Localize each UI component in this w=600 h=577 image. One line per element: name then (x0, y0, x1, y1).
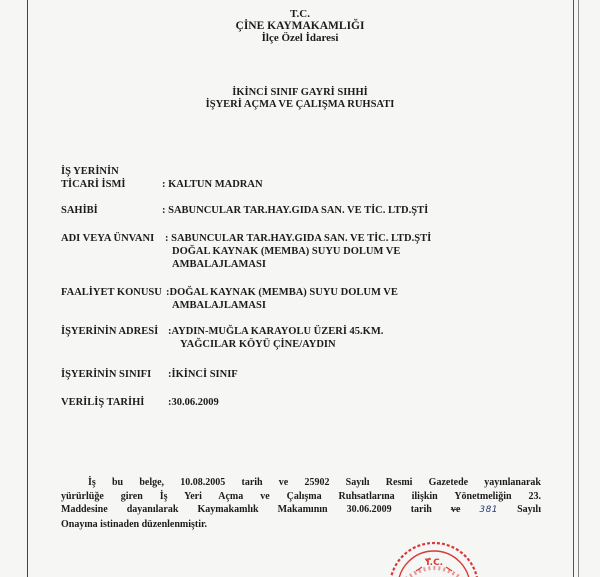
class-value: :İKİNCİ SINIF (168, 369, 238, 380)
header-line-tc: T.C. (290, 8, 310, 20)
title-line-1: İKİNCİ SINIF GAYRİ SIHHİ (232, 87, 368, 98)
header-line-idare: İlçe Özel İdaresi (261, 32, 339, 44)
address-label: İŞYERİNİN ADRESİ (61, 326, 159, 337)
trade-name-value: : KALTUN MADRAN (162, 179, 263, 190)
address-value-line-2: YAĞCILAR KÖYÜ ÇİNE/AYDIN (180, 339, 336, 350)
address-value-line-1: :AYDIN-MUĞLA KARAYOLU ÜZERİ 45.KM. (168, 326, 384, 337)
trade-name-label-line-2: TİCARİ İSMİ (61, 179, 126, 190)
class-label: İŞYERİNİN SINIFI (61, 369, 152, 380)
issue-date-value: :30.06.2009 (168, 397, 219, 408)
paragraph-line-3-text: Maddesine dayanılarak Kaymakamlık Makamının 30.06.2009 tarih (61, 504, 432, 516)
struck-word: ve (450, 504, 461, 516)
header-line-kaymakamlik: ÇİNE KAYMAKAMLIĞI (235, 20, 365, 32)
handwritten-number: 381 (479, 505, 499, 516)
owner-value: : SABUNCULAR TAR.HAY.GIDA SAN. VE TİC. LTD.ŞTİ (162, 205, 429, 216)
name-value-line-2: DOĞAL KAYNAK (MEMBA) SUYU DOLUM VE (172, 246, 401, 257)
name-label: ADI VEYA ÜNVANI (61, 233, 155, 244)
issue-date-label: VERİLİŞ TARİHİ (61, 397, 145, 408)
legal-paragraph (61, 476, 541, 531)
title-line-2: İŞYERİ AÇMA VE ÇALIŞMA RUHSATI (205, 99, 395, 110)
paragraph-line-2: yürürlüğe giren İş Yeri Açma ve Çalışma Ruhsatlarına ilişkin Yönetmeliğin 23. (61, 490, 541, 502)
activity-value-line-1: :DOĞAL KAYNAK (MEMBA) SUYU DOLUM VE (166, 287, 398, 298)
paragraph-line-3 (61, 503, 541, 518)
activity-value-line-2: AMBALAJLAMASI (172, 300, 266, 311)
activity-label: FAALİYET KONUSU (61, 287, 162, 298)
stamp-text: T.C. (424, 558, 444, 568)
paragraph-line-4: Onayına istinaden düzenlenmiştir. (61, 518, 208, 530)
paragraph-line-1: İş bu belge, 10.08.2005 tarih ve 25902 Sayılı Resmi Gazetede yayınlanarak (88, 477, 541, 488)
owner-label: SAHİBİ (61, 205, 98, 216)
trade-name-label-line-1: İŞ YERİNİN (61, 166, 119, 177)
name-value-line-3: AMBALAJLAMASI (172, 259, 266, 270)
paragraph-line-3-end: Sayılı (517, 504, 541, 516)
name-value-line-1: : SABUNCULAR TAR.HAY.GIDA SAN. VE TİC. LTD.ŞTİ (165, 233, 432, 244)
official-stamp-seal (386, 539, 482, 577)
